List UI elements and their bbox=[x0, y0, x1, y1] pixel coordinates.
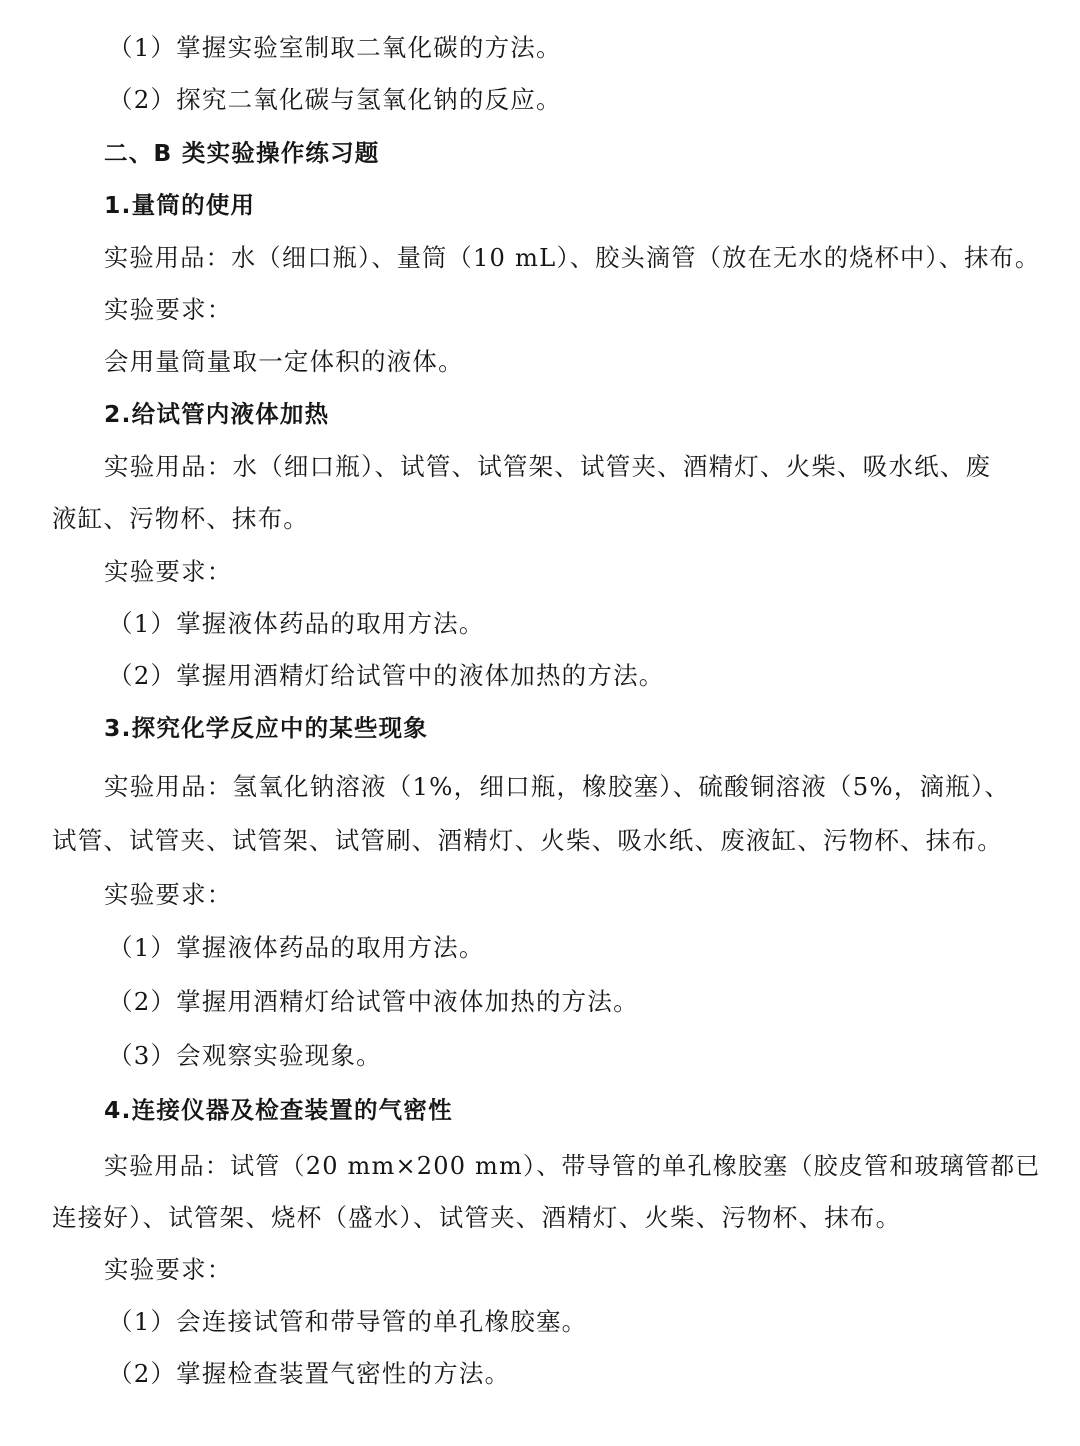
subsection-heading: 4.连接仪器及检查装置的气密性 bbox=[104, 1096, 453, 1124]
list-item: （2）掌握用酒精灯给试管中液体加热的方法。 bbox=[108, 987, 639, 1016]
paragraph-line: 实验要求： bbox=[104, 295, 233, 324]
subsection-heading: 2.给试管内液体加热 bbox=[104, 400, 330, 428]
paragraph-line: 实验用品：水（细口瓶）、试管、试管架、试管夹、酒精灯、火柴、吸水纸、废 bbox=[104, 452, 992, 481]
list-item: （2）掌握用酒精灯给试管中的液体加热的方法。 bbox=[108, 661, 665, 690]
paragraph-line: 液缸、污物杯、抹布。 bbox=[52, 504, 309, 533]
paragraph-line: 实验要求： bbox=[104, 880, 233, 909]
paragraph-line: 实验用品：试管（20 mm×200 mm）、带导管的单孔橡胶塞（胶皮管和玻璃管都已 bbox=[104, 1152, 1041, 1180]
section-heading: 二、B 类实验操作练习题 bbox=[104, 139, 380, 167]
paragraph-line: 实验用品：氢氧化钠溶液（1%，细口瓶，橡胶塞）、硫酸铜溶液（5%，滴瓶）、 bbox=[104, 772, 1011, 801]
list-item: （1）掌握液体药品的取用方法。 bbox=[108, 933, 485, 962]
paragraph-line: 实验要求： bbox=[104, 1255, 233, 1284]
list-item: （2）掌握检查装置气密性的方法。 bbox=[108, 1359, 511, 1388]
subsection-heading: 1.量筒的使用 bbox=[104, 191, 256, 219]
list-item: （3）会观察实验现象。 bbox=[108, 1041, 382, 1070]
paragraph-line: 会用量筒量取一定体积的液体。 bbox=[104, 347, 464, 376]
paragraph-line: 实验要求： bbox=[104, 557, 233, 586]
paragraph-line: 连接好）、试管架、烧杯（盛水）、试管夹、酒精灯、火柴、污物杯、抹布。 bbox=[52, 1203, 902, 1232]
list-item: （1）会连接试管和带导管的单孔橡胶塞。 bbox=[108, 1307, 588, 1336]
paragraph-line: 试管、试管夹、试管架、试管刷、酒精灯、火柴、吸水纸、废液缸、污物杯、抹布。 bbox=[52, 826, 1003, 855]
subsection-heading: 3.探究化学反应中的某些现象 bbox=[104, 714, 429, 742]
paragraph-line: 实验用品：水（细口瓶）、量筒（10 mL）、胶头滴管（放在无水的烧杯中）、抹布。 bbox=[104, 244, 1041, 272]
list-item: （2）探究二氧化碳与氢氧化钠的反应。 bbox=[108, 85, 562, 114]
list-item: （1）掌握液体药品的取用方法。 bbox=[108, 609, 485, 638]
list-item: （1）掌握实验室制取二氧化碳的方法。 bbox=[108, 33, 562, 62]
